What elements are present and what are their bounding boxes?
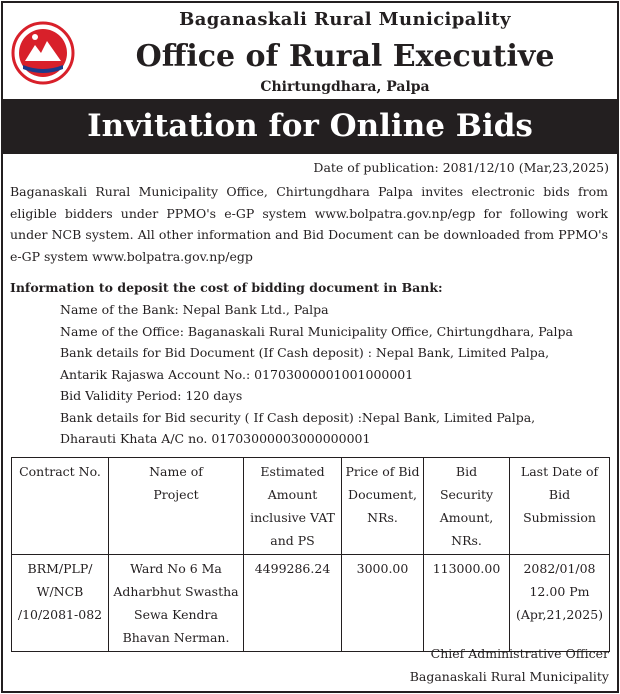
cell-bid-security: 113000.00 bbox=[424, 555, 510, 652]
cell-bid-document-price: 3000.00 bbox=[342, 555, 424, 652]
header-bid-security: Bid Security Amount, NRs. bbox=[424, 458, 510, 555]
bank-info-line: Antarik Rajaswa Account No.: 01703000001001000001 bbox=[60, 366, 414, 382]
bank-info-line: Bid Validity Period: 120 days bbox=[60, 388, 243, 403]
notice-title: Invitation for Online Bids bbox=[87, 108, 533, 144]
publication-date: Date of publication: 2081/12/10 (Mar,23,2025) bbox=[313, 160, 609, 175]
cell-project-name: Ward No 6 Ma Adharbhut Swastha Sewa Kendra Bhavan Nerman. bbox=[109, 555, 244, 652]
header-project-name: Name of Project bbox=[109, 458, 244, 555]
bank-info-line: Dharauti Khata A/C no. 01703000003000000001 bbox=[60, 431, 371, 446]
table-header-row bbox=[12, 458, 610, 555]
office-title: Office of Rural Executive bbox=[135, 39, 555, 74]
municipality-name: Baganaskali Rural Municipality bbox=[179, 9, 511, 30]
cell-last-date: 2082/01/08 12.00 Pm (Apr,21,2025) bbox=[510, 555, 610, 652]
bids-table bbox=[11, 457, 610, 652]
cell-estimated-amount: 4499286.24 bbox=[244, 555, 342, 652]
header-bid-document-price: Price of Bid Document, NRs. bbox=[342, 458, 424, 555]
bank-info-line: Bank details for Bid security ( If Cash deposit) :Nepal Bank, Limited Palpa, bbox=[60, 409, 536, 425]
bank-info-heading: Information to deposit the cost of bidding document in Bank: bbox=[10, 280, 443, 295]
signatory-organization: Baganaskali Rural Municipality bbox=[409, 669, 609, 684]
bank-info-line: Name of the Bank: Nepal Bank Ltd., Palpa bbox=[60, 302, 329, 317]
intro-paragraph: Baganaskali Rural Municipality Office, Chirtungdhara Palpa invites electronic bids from eligible bidders under PPMO's e-GP system www.bolpatra.gov.np/egp for following work under NCB system. All other information and Bid Document can be downloaded from PPMO's e-GP system www.bolpatra.gov.np/egp bbox=[10, 184, 608, 264]
bank-info-line: Bank details for Bid Document (If Cash deposit) : Nepal Bank, Limited Palpa, bbox=[60, 345, 550, 360]
municipality-emblem-icon bbox=[11, 21, 75, 85]
header-estimated-amount: Estimated Amount inclusive VAT and PS bbox=[244, 458, 342, 555]
signatory-title: Chief Administrative Officer bbox=[430, 646, 609, 661]
header-contract-no: Contract No. bbox=[12, 458, 109, 555]
cell-contract-no: BRM/PLP/ W/NCB /10/2081-082 bbox=[12, 555, 109, 652]
title-banner bbox=[3, 99, 617, 154]
table-row bbox=[12, 555, 610, 652]
header-last-date: Last Date of Bid Submission bbox=[510, 458, 610, 555]
office-location: Chirtungdhara, Palpa bbox=[260, 79, 430, 95]
bank-info-line: Name of the Office: Baganaskali Rural Municipality Office, Chirtungdhara, Palpa bbox=[60, 323, 573, 339]
notice-frame bbox=[1, 1, 619, 693]
bank-info-list bbox=[60, 299, 573, 450]
